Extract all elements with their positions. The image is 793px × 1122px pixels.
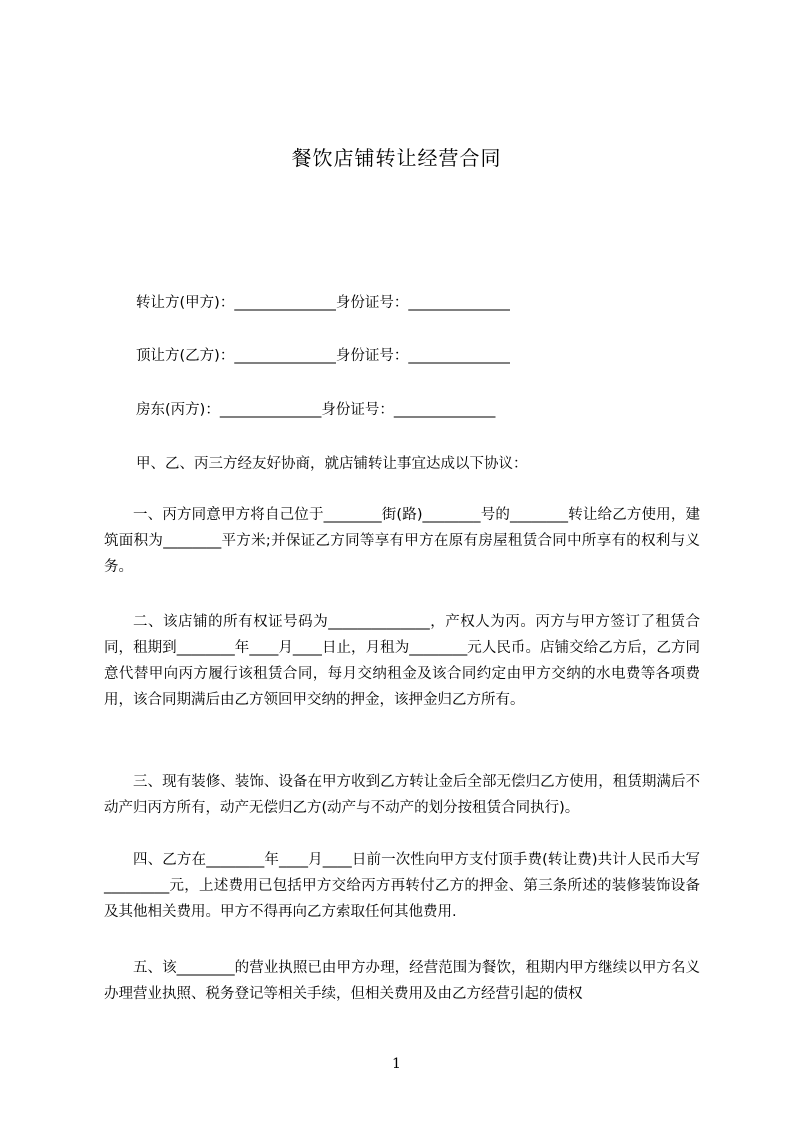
document-title: 餐饮店铺转让经营合同 bbox=[291, 146, 502, 170]
clause-3 bbox=[104, 769, 700, 821]
clause-2-text: 二、该店铺的所有权证号码为______________，产权人为丙。丙方与甲方签订了租赁合同，租期到________年____月____日止，月租为________元人民币。店铺交给乙方后，乙方同意代替甲向丙方履行该租赁合同，每月交纳租金及该合同约定由甲方交纳的水电费等各项费用，该合同期满后由乙方领回甲交纳的押金，该押金归乙方所有。 bbox=[104, 614, 700, 708]
party-b-line: 顶让方(乙方)：______________身份证号：______________ bbox=[136, 348, 510, 364]
clause-4 bbox=[104, 847, 700, 925]
clause-5-text: 五、该________的营业执照已由甲方办理，经营范围为餐饮，租期内甲方继续以甲方名义办理营业执照、税务登记等相关手续，但相关费用及由乙方经营引起的债权 bbox=[104, 960, 700, 1002]
intro-line: 甲、乙、丙三方经友好协商，就店铺转让事宜达成以下协议： bbox=[136, 456, 528, 472]
clause-3-text: 三、现有装修、装饰、设备在甲方收到乙方转让金后全部无偿归乙方使用，租赁期满后不动产归丙方所有，动产无偿归乙方(动产与不动产的划分按租赁合同执行)。 bbox=[104, 774, 700, 816]
clause-1 bbox=[104, 502, 700, 580]
party-a-line: 转让方(甲方)：______________身份证号：______________ bbox=[136, 295, 510, 311]
page-number: 1 bbox=[392, 1056, 401, 1072]
clause-5 bbox=[104, 955, 700, 1007]
clause-2 bbox=[104, 609, 700, 713]
party-c-line: 房东(丙方)：______________身份证号：______________ bbox=[136, 402, 496, 418]
clause-4-text: 四、乙方在________年____月____日前一次性向甲方支付顶手费(转让费)共计人民币大写_________元，上述费用已包括甲方交给丙方再转付乙方的押金、第三条所述的装修装饰设备及其他相关费用。甲方不得再向乙方索取任何其他费用. bbox=[104, 852, 700, 920]
clause-1-text: 一、丙方同意甲方将自己位于________街(路)________号的________转让给乙方使用，建筑面积为________平方米;并保证乙方同等享有甲方在原有房屋租赁合同中所享有的权利与义务。 bbox=[104, 507, 700, 575]
